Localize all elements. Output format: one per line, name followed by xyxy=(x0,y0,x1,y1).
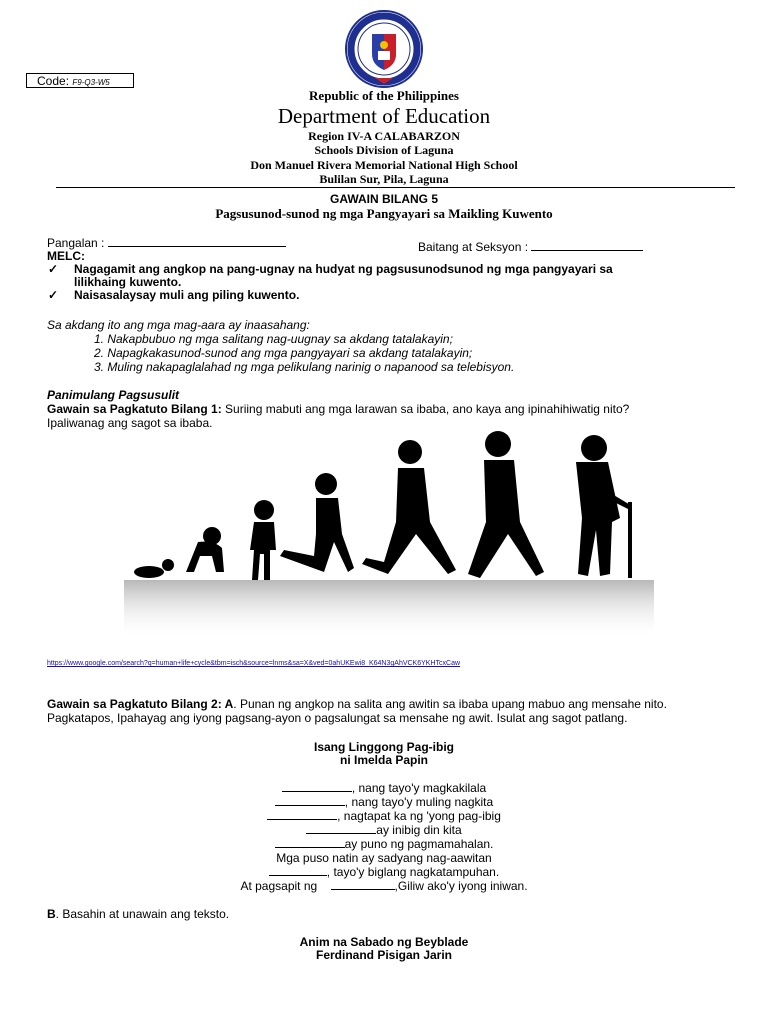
objective-3: 3. Muling nakapaglalahad ng mga pelikulang narinig o napanood sa telebisyon. xyxy=(94,360,515,374)
activity-number: GAWAIN BILANG 5 xyxy=(329,192,438,206)
name-field[interactable] xyxy=(47,236,286,250)
human-life-cycle-image xyxy=(104,422,664,640)
grade-section-label: Baitang at Seksyon : xyxy=(418,240,529,254)
image-source-link[interactable]: https://www.google.com/search?q=human+life+cycle&tbm=isch&source=lnms&sa=X&ved=0ahUKEwi8_K64N3gAhVCK6YKHTcxCaw xyxy=(47,660,461,667)
republic-text: Republic of the Philippines xyxy=(309,88,459,103)
answer-blank[interactable] xyxy=(267,809,337,820)
answer-blank[interactable] xyxy=(282,781,352,792)
school-name: Don Manuel Rivera Memorial National High School xyxy=(250,158,518,172)
melc-label: MELC: xyxy=(47,249,85,263)
melc-item-1-cont: lilikhaing kuwento. xyxy=(74,275,182,289)
song-line-5: ay puno ng pagmamahalan. xyxy=(0,837,768,851)
song-line-1: , nang tayo'y magkakilala xyxy=(0,781,768,795)
grade-section-line[interactable] xyxy=(531,240,643,251)
song-line-7: , tayo'y biglang nagkatampuhan. xyxy=(0,865,768,879)
deped-seal-logo xyxy=(345,10,423,88)
song-line-3: , nagtapat ka ng 'yong pag-ibig xyxy=(0,809,768,823)
answer-blank[interactable] xyxy=(306,823,376,834)
objective-1: 1. Nakapbubuo ng mga salitang nag-uugnay sa akdang tatalakayin; xyxy=(94,332,453,346)
answer-blank[interactable] xyxy=(331,879,395,890)
story-title: Anim na Sabado ng Beyblade xyxy=(299,935,469,949)
answer-blank[interactable] xyxy=(275,795,345,806)
song-line-4: ay inibig din kita xyxy=(0,823,768,837)
melc-item-1: ✓ Nagagamit ang angkop na pang-ugnay na hudyat ng pagsusunodsunod ng mga pangyayari sa xyxy=(48,262,613,276)
grade-section-field[interactable] xyxy=(418,240,643,254)
region-text: Region IV-A CALABARZON xyxy=(308,129,460,143)
story-author: Ferdinand Pisigan Jarin xyxy=(315,948,453,962)
header-divider xyxy=(56,187,735,188)
task2-instructions: Gawain sa Pagkatuto Bilang 2: A. Punan ng angkop na salita ang awitin sa ibaba upang mabuo ang mensahe nito. xyxy=(47,697,667,711)
task2-instructions-2: Pagkatapos, Ipahayag ang iyong pagsang-ayon o pagsalungat sa mensahe ng awit. Isulat ang sagot patlang. xyxy=(47,711,628,725)
objectives-intro: Sa akdang ito ang mga mag-aara ay inaasahang: xyxy=(47,318,310,332)
song-line-6: Mga puso natin ay sadyang nag-aawitan xyxy=(276,851,492,865)
melc-item-2: ✓ Naisasalaysay muli ang piling kuwento. xyxy=(48,288,300,302)
song-line-2: , nang tayo'y muling nagkita xyxy=(0,795,768,809)
checkmark-icon: ✓ xyxy=(48,262,59,276)
name-label: Pangalan : xyxy=(47,236,105,250)
song-title: Isang Linggong Pag-ibig xyxy=(314,740,454,754)
song-author: ni Imelda Papin xyxy=(339,753,429,767)
name-line[interactable] xyxy=(108,236,286,247)
task1-instructions: Gawain sa Pagkatuto Bilang 1: Suriing mabuti ang mga larawan sa ibaba, ano kaya ang ipinahihiwatig nito? xyxy=(47,402,630,416)
objective-2: 2. Napagkakasunod-sunod ang mga pangyayari sa akdang tatalakayin; xyxy=(94,346,473,360)
checkmark-icon: ✓ xyxy=(48,288,59,302)
pretest-heading: Panimulang Pagsusulit xyxy=(47,388,180,402)
part-b-instructions: B. Basahin at unawain ang teksto. xyxy=(47,907,230,921)
task1-instructions-2: Ipaliwanag ang sagot sa ibaba. xyxy=(47,416,213,430)
division-text: Schools Division of Laguna xyxy=(314,143,454,157)
code-value: F9-Q3-W5 xyxy=(72,78,110,87)
activity-title: Pagsusunod-sunod ng mga Pangyayari sa Maikling Kuwento xyxy=(215,206,553,221)
document-code xyxy=(26,73,134,88)
answer-blank[interactable] xyxy=(275,837,345,848)
code-label: Code: xyxy=(37,74,70,88)
department-title: Department of Education xyxy=(277,104,491,128)
song-line-8: At pagsapit ng ,Giliw ako'y iyong iniwan. xyxy=(240,879,528,893)
answer-blank[interactable] xyxy=(269,865,327,876)
school-address: Bulilan Sur, Pila, Laguna xyxy=(319,172,449,186)
